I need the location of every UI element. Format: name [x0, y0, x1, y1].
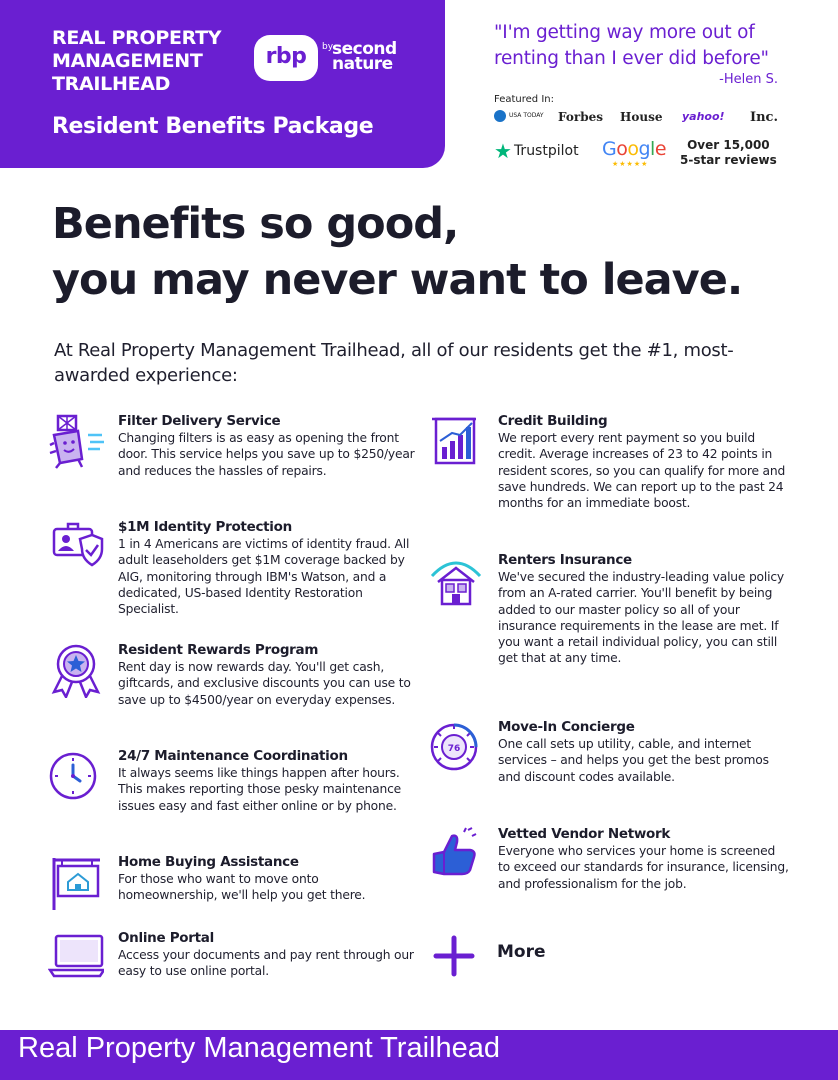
forbes-logo: Forbes: [558, 110, 603, 124]
yahoo-logo: yahoo!: [682, 110, 725, 123]
testimonial-quote: "I'm getting way more out of renting than I ever did before": [494, 22, 769, 69]
org-name-line-2: MANAGEMENT: [52, 50, 203, 72]
partner-by-label: by: [322, 42, 334, 52]
featured-in-label: Featured In:: [494, 94, 554, 105]
more-label: More: [497, 942, 546, 962]
benefit-description: One call sets up utility, cable, and internet services – and helps you get the best promos and discount codes available.: [498, 737, 769, 784]
identity-protection-icon: [48, 519, 104, 575]
rbp-logo: rbp: [254, 35, 318, 81]
review-count: Over 15,000 5-star reviews: [680, 138, 777, 167]
usa-today-logo: USA TODAY: [494, 110, 531, 122]
benefit-description: It always seems like things happen after hours. This makes reporting those pesky maintenance issues easy and fast either online or by phone.: [118, 766, 402, 813]
benefit-description: For those who want to move onto homeownership, we'll help you get there.: [118, 872, 366, 903]
benefit-description: Changing filters is as easy as opening the front door. This service helps you save up to $250/year and reduces the hassles of repairs.: [118, 431, 415, 478]
benefit-title: $1M Identity Protection: [118, 519, 292, 535]
benefit-title: Renters Insurance: [498, 552, 632, 568]
trustpilot-logo: ★ Trustpilot: [494, 139, 579, 163]
footer-title: Real Property Management Trailhead: [18, 1032, 500, 1064]
benefit-title: Credit Building: [498, 413, 608, 429]
page-headline: [52, 196, 742, 308]
headline-line-2: you may never want to leave.: [52, 255, 743, 305]
benefit-title: Online Portal: [118, 930, 214, 946]
headline-line-1: Benefits so good,: [52, 199, 459, 249]
google-stars-icon: ★★★★★: [612, 160, 649, 168]
press-logos: [494, 110, 784, 130]
laptop-icon: [48, 930, 104, 986]
benefit-title: Filter Delivery Service: [118, 413, 281, 429]
filter-delivery-icon: [48, 413, 104, 469]
home-sign-icon: [48, 854, 104, 910]
google-logo: Google: [602, 138, 667, 160]
benefit-description: We've secured the industry-leading value policy from an A-rated carrier. You'll benefit by being added to our master policy so all of your insurance requirements in the lease are met. If you want a retail individual policy, you can still get that at any time.: [498, 570, 784, 666]
clock-icon: [48, 748, 104, 804]
credit-chart-icon: [428, 413, 484, 469]
package-title: Resident Benefits Package: [52, 114, 374, 139]
benefit-description: Everyone who services your home is screened to exceed our standards for insurance, licensing, and professionalism for the job.: [498, 844, 789, 891]
review-badges: [494, 138, 794, 172]
org-name-line-1: REAL PROPERTY: [52, 27, 222, 49]
thermostat-dial-icon: [428, 719, 484, 775]
house-logo: House: [620, 110, 663, 124]
benefit-description: We report every rent payment so you build credit. Average increases of 23 to 42 points in resident scores, so you can qualify for more and save hundreds. We can report up to the past 24 months for an immediate boost.: [498, 431, 786, 511]
benefit-description: Access your documents and pay rent through our easy to use online portal.: [118, 948, 414, 979]
partner-name: second nature: [332, 39, 397, 74]
rewards-ribbon-icon: [48, 642, 104, 698]
benefit-title: 24/7 Maintenance Coordination: [118, 748, 348, 764]
testimonial-author: -Helen S.: [719, 72, 778, 87]
benefit-title: Home Buying Assistance: [118, 854, 299, 870]
organization-name: [52, 27, 221, 96]
inc-logo: Inc.: [750, 110, 778, 125]
benefit-title: Vetted Vendor Network: [498, 826, 671, 842]
org-name-line-3: TRAILHEAD: [52, 73, 171, 95]
thumbs-up-icon: [428, 826, 484, 882]
plus-icon: [432, 934, 476, 978]
benefit-title: Resident Rewards Program: [118, 642, 319, 658]
dial-value: 76: [447, 744, 461, 754]
benefit-description: 1 in 4 Americans are victims of identity fraud. All adult leaseholders get $1M coverage backed by AIG, monitoring through IBM's Watson, and a dedicated, US-based Identity Restoration Specialist.: [118, 537, 410, 617]
trustpilot-star-icon: ★: [494, 139, 512, 163]
benefit-description: Rent day is now rewards day. You'll get cash, giftcards, and exclusive discounts you can use to save up to $4500/year on everyday expenses.: [118, 660, 411, 707]
intro-text: At Real Property Management Trailhead, all of our residents get the #1, most-awarded experience:: [54, 340, 734, 386]
insured-house-icon: [428, 552, 484, 608]
benefit-title: Move-In Concierge: [498, 719, 635, 735]
